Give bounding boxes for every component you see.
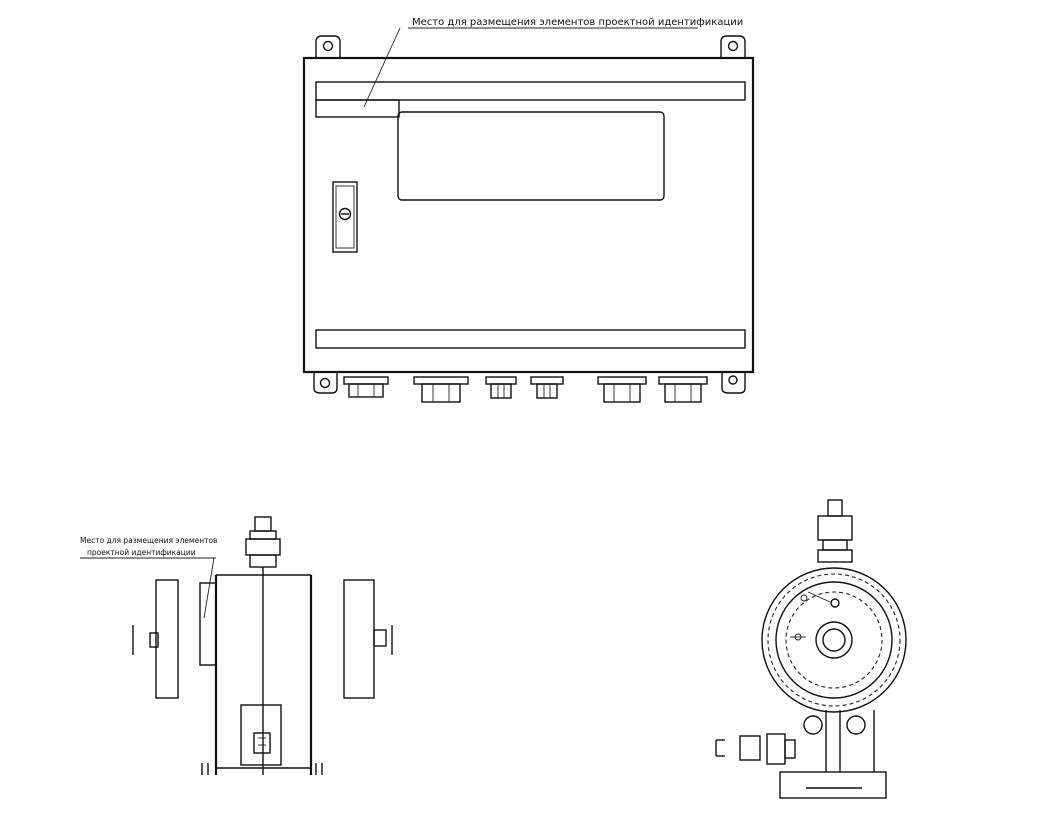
cable-gland-4 [531, 377, 563, 398]
side-callout-label-1: Место для размещения элементов [80, 536, 218, 545]
mounting-lug-top-left [316, 36, 340, 58]
front-callout-label: Место для размещения элементов проектной идентификации [412, 17, 744, 28]
mounting-lug-bottom-right [722, 372, 745, 393]
flange-outer-ring [762, 568, 906, 712]
cable-gland-3 [486, 377, 516, 398]
cable-gland-2 [414, 377, 468, 402]
cable-gland-6 [659, 377, 707, 402]
flange-top-fitting [818, 500, 852, 562]
display-window [398, 112, 664, 200]
cable-gland-1 [344, 377, 388, 397]
callout-leader [364, 28, 400, 107]
side-right-flange [344, 580, 374, 698]
top-label-strip [316, 82, 745, 100]
mounting-lug-top-right [721, 36, 745, 58]
flange-base [780, 772, 886, 798]
side-callout-leader [204, 558, 214, 618]
side-callout-label-2: проектной идентификации [87, 548, 196, 557]
bottom-view [716, 500, 906, 798]
flange-center-bore [816, 622, 852, 658]
enclosure-body [304, 58, 753, 372]
side-view [80, 517, 392, 775]
flange-side-fitting [716, 734, 795, 764]
identification-plate [316, 100, 399, 117]
mounting-lug-bottom-left [314, 372, 337, 393]
side-top-gland [246, 517, 280, 567]
door-lock [333, 182, 357, 252]
bottom-label-strip [316, 330, 745, 348]
cable-gland-5 [598, 377, 646, 402]
front-view [304, 17, 753, 402]
side-left-flange [156, 580, 178, 698]
